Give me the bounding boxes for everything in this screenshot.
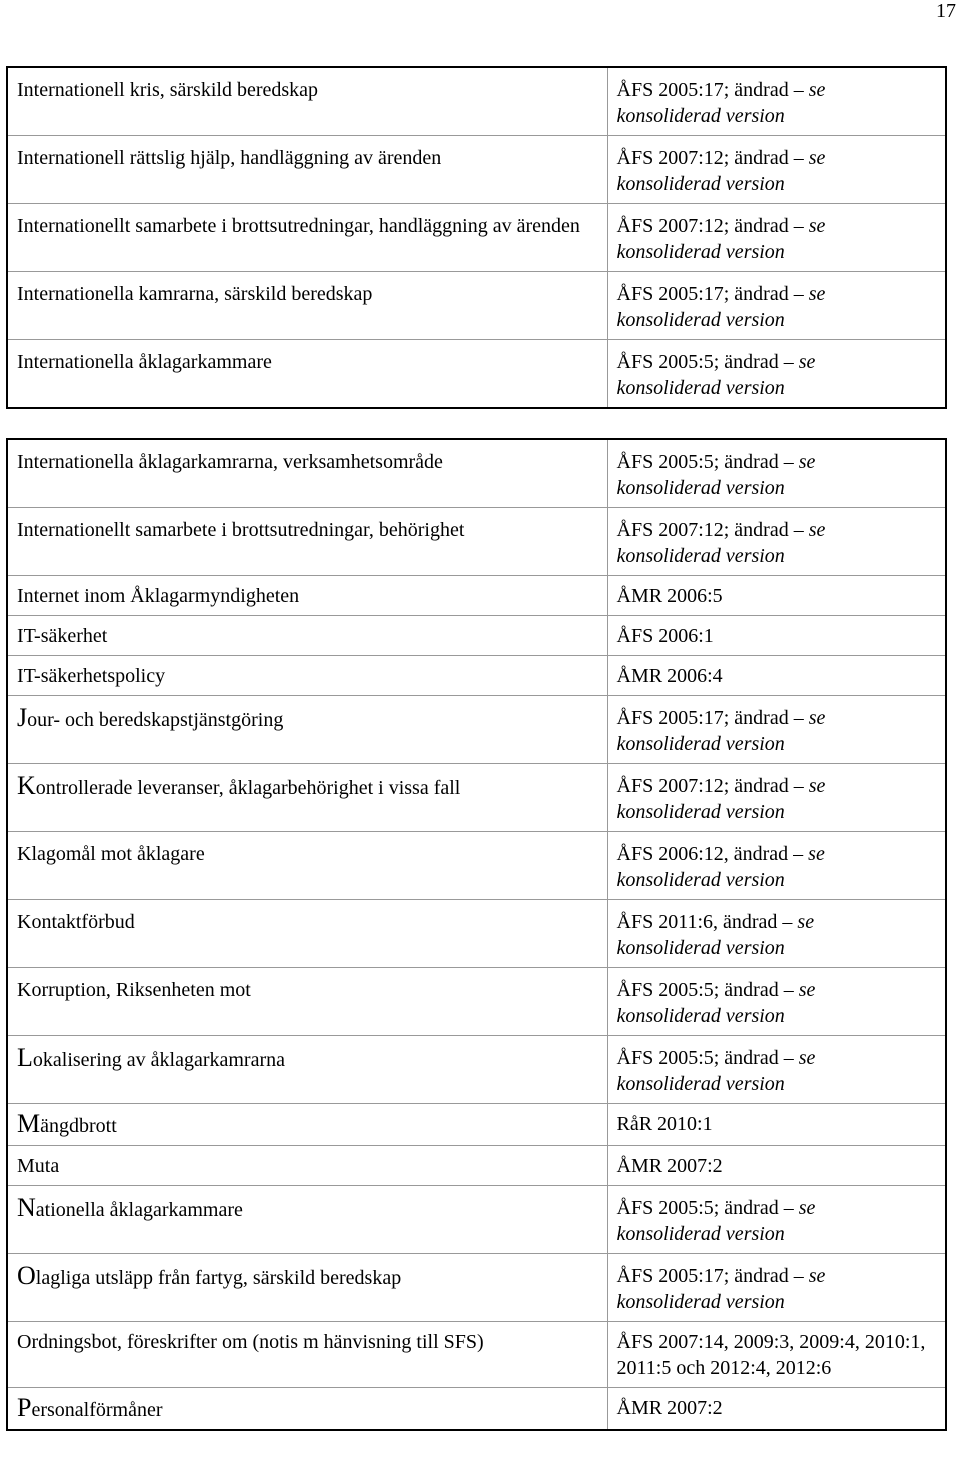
subject-text: IT-säkerhetspolicy	[17, 665, 166, 687]
table-row	[7, 576, 946, 616]
subject-text: Internationella åklagarkamrarna, verksamhetsområde	[17, 451, 443, 473]
table-row	[7, 204, 946, 272]
see-link[interactable]: se	[808, 283, 826, 305]
subject-text: Klagomål mot åklagare	[17, 843, 205, 865]
reference-text: RåR 2010:1	[616, 1113, 713, 1135]
consolidated-version-link[interactable]: konsoliderad version	[616, 377, 785, 399]
see-link[interactable]: se	[808, 215, 826, 237]
subject-text: okalisering av åklagarkamrarna	[32, 1049, 285, 1071]
subject-cell	[7, 1322, 607, 1388]
subject-text: Internationell rättslig hjälp, handläggning av ärenden	[17, 147, 442, 169]
subject-text: lagliga utsläpp från fartyg, särskild beredskap	[35, 1267, 402, 1289]
table-row	[7, 656, 946, 696]
see-link[interactable]: se	[797, 911, 815, 933]
see-link[interactable]: se	[808, 707, 826, 729]
subject-cell	[7, 340, 607, 409]
reference-cell	[607, 900, 946, 968]
subject-cell	[7, 439, 607, 508]
table-row	[7, 1036, 946, 1104]
consolidated-version-link[interactable]: konsoliderad version	[616, 1223, 785, 1245]
subject-text: Kontaktförbud	[17, 911, 135, 933]
consolidated-version-link[interactable]: konsoliderad version	[616, 173, 785, 195]
reference-text: ÅFS 2011:6, ändrad –	[616, 911, 793, 933]
table-row	[7, 900, 946, 968]
table-row	[7, 832, 946, 900]
subject-text: ontrollerade leveranser, åklagarbehörighet i vissa fall	[35, 777, 461, 799]
subject-text: our- och beredskapstjänstgöring	[27, 709, 284, 731]
table-row	[7, 1146, 946, 1186]
reference-text: ÅFS 2005:5; ändrad –	[616, 1047, 794, 1069]
reference-text: ÅFS 2005:17; ändrad –	[616, 1265, 804, 1287]
register-table-2	[6, 438, 947, 1431]
table-row	[7, 1186, 946, 1254]
subject-cell	[7, 1254, 607, 1322]
subject-text: Internationellt samarbete i brottsutredningar, handläggning av ärenden	[17, 215, 580, 237]
initial-letter: O	[17, 1261, 36, 1290]
reference-text: ÅFS 2005:17; ändrad –	[616, 283, 804, 305]
reference-text: ÅFS 2007:14, 2009:3, 2009:4, 2010:1, 2011:5 och 2012:4, 2012:6	[616, 1331, 926, 1379]
see-link[interactable]: se	[808, 1265, 826, 1287]
reference-text: ÅFS 2007:12; ändrad –	[616, 215, 804, 237]
reference-text: ÅFS 2005:5; ändrad –	[616, 351, 794, 373]
reference-text: ÅMR 2007:2	[616, 1155, 723, 1177]
subject-text: Internationella kamrarna, särskild beredskap	[17, 283, 373, 305]
subject-text: Korruption, Riksenheten mot	[17, 979, 251, 1001]
table-row	[7, 696, 946, 764]
reference-cell	[607, 439, 946, 508]
subject-cell	[7, 508, 607, 576]
consolidated-version-link[interactable]: konsoliderad version	[616, 937, 785, 959]
subject-cell	[7, 656, 607, 696]
table-row	[7, 67, 946, 136]
see-link[interactable]: se	[808, 147, 826, 169]
reference-cell	[607, 1104, 946, 1146]
reference-cell	[607, 1388, 946, 1431]
table-row	[7, 136, 946, 204]
see-link[interactable]: se	[798, 451, 816, 473]
reference-text: ÅFS 2005:17; ändrad –	[616, 707, 804, 729]
register-table-1	[6, 66, 947, 409]
subject-cell	[7, 1186, 607, 1254]
reference-cell	[607, 67, 946, 136]
reference-cell	[607, 1186, 946, 1254]
consolidated-version-link[interactable]: konsoliderad version	[616, 241, 785, 263]
subject-cell	[7, 968, 607, 1036]
reference-text: ÅFS 2005:17; ändrad –	[616, 79, 804, 101]
consolidated-version-link[interactable]: konsoliderad version	[616, 801, 785, 823]
subject-text: IT-säkerhet	[17, 625, 108, 647]
subject-text: ersonalförmåner	[31, 1399, 163, 1421]
reference-text: ÅFS 2007:12; ändrad –	[616, 775, 804, 797]
reference-cell	[607, 136, 946, 204]
consolidated-version-link[interactable]: konsoliderad version	[616, 309, 785, 331]
subject-text: Muta	[17, 1155, 60, 1177]
consolidated-version-link[interactable]: konsoliderad version	[616, 477, 785, 499]
subject-cell	[7, 1104, 607, 1146]
reference-cell	[607, 272, 946, 340]
table-row	[7, 439, 946, 508]
reference-cell	[607, 1146, 946, 1186]
see-link[interactable]: se	[808, 519, 826, 541]
reference-cell	[607, 340, 946, 409]
initial-letter: K	[17, 771, 36, 800]
reference-text: ÅFS 2005:5; ändrad –	[616, 1197, 794, 1219]
table-row	[7, 1104, 946, 1146]
initial-letter: L	[17, 1043, 33, 1072]
subject-cell	[7, 576, 607, 616]
subject-cell	[7, 1036, 607, 1104]
table-row	[7, 508, 946, 576]
reference-cell	[607, 696, 946, 764]
see-link[interactable]: se	[798, 979, 816, 1001]
subject-text: Internationella åklagarkammare	[17, 351, 272, 373]
reference-text: ÅFS 2005:5; ändrad –	[616, 979, 794, 1001]
table-row	[7, 1322, 946, 1388]
reference-cell	[607, 764, 946, 832]
initial-letter: M	[17, 1109, 41, 1138]
subject-text: Internationell kris, särskild beredskap	[17, 79, 319, 101]
subject-cell	[7, 1146, 607, 1186]
see-link[interactable]: se	[808, 843, 825, 865]
reference-text: ÅFS 2005:5; ändrad –	[616, 451, 794, 473]
subject-cell	[7, 67, 607, 136]
consolidated-version-link[interactable]: konsoliderad version	[616, 869, 785, 891]
subject-cell	[7, 696, 607, 764]
reference-text: ÅFS 2007:12; ändrad –	[616, 519, 804, 541]
consolidated-version-link[interactable]: konsoliderad version	[616, 733, 785, 755]
table-row	[7, 616, 946, 656]
reference-cell	[607, 1036, 946, 1104]
initial-letter: N	[17, 1193, 36, 1222]
see-link[interactable]: se	[798, 351, 816, 373]
subject-cell	[7, 832, 607, 900]
consolidated-version-link[interactable]: konsoliderad version	[616, 1073, 785, 1095]
reference-text: ÅFS 2007:12; ändrad –	[616, 147, 804, 169]
subject-text: ängdbrott	[40, 1115, 117, 1137]
reference-cell	[607, 1322, 946, 1388]
consolidated-version-link[interactable]: konsoliderad version	[616, 105, 785, 127]
subject-cell	[7, 900, 607, 968]
subject-text: Internationellt samarbete i brottsutredningar, behörighet	[17, 519, 465, 541]
table-row	[7, 968, 946, 1036]
see-link[interactable]: se	[798, 1197, 816, 1219]
table-row	[7, 1254, 946, 1322]
see-link[interactable]: se	[808, 775, 826, 797]
subject-text: Internet inom Åklagarmyndigheten	[17, 585, 300, 607]
subject-cell	[7, 204, 607, 272]
subject-text: Ordningsbot, föreskrifter om (notis m hänvisning till SFS)	[17, 1331, 484, 1353]
table-row	[7, 764, 946, 832]
page-number: 17	[936, 0, 956, 22]
consolidated-version-link[interactable]: konsoliderad version	[616, 545, 785, 567]
table-row	[7, 1388, 946, 1431]
reference-cell	[607, 968, 946, 1036]
reference-cell	[607, 576, 946, 616]
reference-cell	[607, 832, 946, 900]
reference-cell	[607, 204, 946, 272]
initial-letter: P	[17, 1393, 32, 1422]
subject-cell	[7, 764, 607, 832]
table-row	[7, 340, 946, 409]
reference-text: ÅMR 2006:5	[616, 585, 723, 607]
see-link[interactable]: se	[808, 79, 826, 101]
consolidated-version-link[interactable]: konsoliderad version	[616, 1291, 785, 1313]
reference-cell	[607, 508, 946, 576]
see-link[interactable]: se	[798, 1047, 816, 1069]
subject-cell	[7, 136, 607, 204]
subject-cell	[7, 1388, 607, 1431]
reference-text: ÅMR 2006:4	[616, 665, 723, 687]
consolidated-version-link[interactable]: konsoliderad version	[616, 1005, 785, 1027]
subject-cell	[7, 616, 607, 656]
reference-cell	[607, 616, 946, 656]
reference-text: ÅFS 2006:1	[616, 625, 714, 647]
reference-text: ÅMR 2007:2	[616, 1397, 723, 1419]
initial-letter: J	[17, 703, 28, 732]
reference-cell	[607, 1254, 946, 1322]
subject-cell	[7, 272, 607, 340]
subject-text: ationella åklagarkammare	[35, 1199, 243, 1221]
reference-text: ÅFS 2006:12, ändrad –	[616, 843, 804, 865]
table-row	[7, 272, 946, 340]
reference-cell	[607, 656, 946, 696]
